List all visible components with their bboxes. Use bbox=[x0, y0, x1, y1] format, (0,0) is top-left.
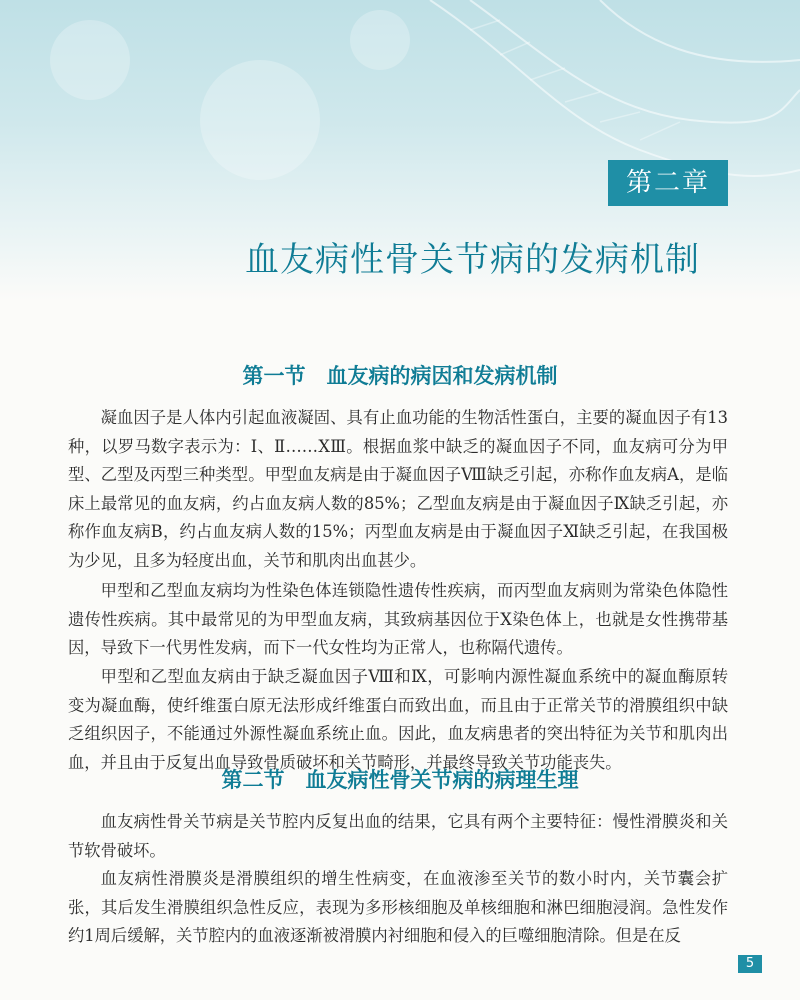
page-number: 5 bbox=[738, 955, 762, 973]
section-1-paragraph: 甲型和乙型血友病均为性染色体连锁隐性遗传性疾病，而丙型血友病则为常染色体隐性遗传性疾病。其中最常见的为甲型血友病，其致病基因位于X染色体上，也就是女性携带基因，导致下一代男性发病，而下一代女性均为正常人，也称隔代遗传。 bbox=[68, 581, 728, 658]
section-2-title: 第二节 血友病性骨关节病的病理生理 bbox=[221, 767, 579, 792]
chapter-label: 第二章 bbox=[608, 160, 728, 206]
section-1-title: 第一节 血友病的病因和发病机制 bbox=[242, 363, 558, 388]
section-2-paragraph: 血友病性骨关节病是关节腔内反复出血的结果，它具有两个主要特征：慢性滑膜炎和关节软骨破坏。 bbox=[68, 812, 728, 860]
section-1-paragraph: 凝血因子是人体内引起血液凝固、具有止血功能的生物活性蛋白，主要的凝血因子有13种，以罗马数字表示为：Ⅰ、Ⅱ……ⅩⅢ。根据血浆中缺乏的凝血因子不同，血友病可分为甲型、乙型及丙型三种类型。甲型血友病是由于凝血因子Ⅷ缺乏引起，亦称作血友病A，是临床上最常见的血友病，约占血友病人数的85%；乙型血友病是由于凝血因子Ⅸ缺乏引起，亦称作血友病B，约占血友病人数的15%；丙型血友病是由于凝血因子Ⅺ缺乏引起，在我国极为少见，且多为轻度出血，关节和肌肉出血甚少。 bbox=[68, 408, 728, 570]
section-1-paragraph: 甲型和乙型血友病由于缺乏凝血因子Ⅷ和Ⅸ，可影响内源性凝血系统中的凝血酶原转变为凝血酶，使纤维蛋白原无法形成纤维蛋白而致出血，而且由于正常关节的滑膜组织中缺乏组织因子，不能通过外源性凝血系统止血。因此，血友病患者的突出特征为关节和肌肉出血，并且由于反复出血导致骨质破坏和关节畸形，并最终导致关节功能丧失。 bbox=[68, 667, 728, 772]
chapter-title: 血友病性骨关节病的发病机制 bbox=[245, 240, 700, 280]
section-2-paragraph: 血友病性滑膜炎是滑膜组织的增生性病变，在血液渗至关节的数小时内，关节囊会扩张，其后发生滑膜组织急性反应，表现为多形核细胞及单核细胞和淋巴细胞浸润。急性发作约1周后缓解，关节腔内的血液逐渐被滑膜内衬细胞和侵入的巨噬细胞清除。但是在反 bbox=[68, 869, 728, 946]
